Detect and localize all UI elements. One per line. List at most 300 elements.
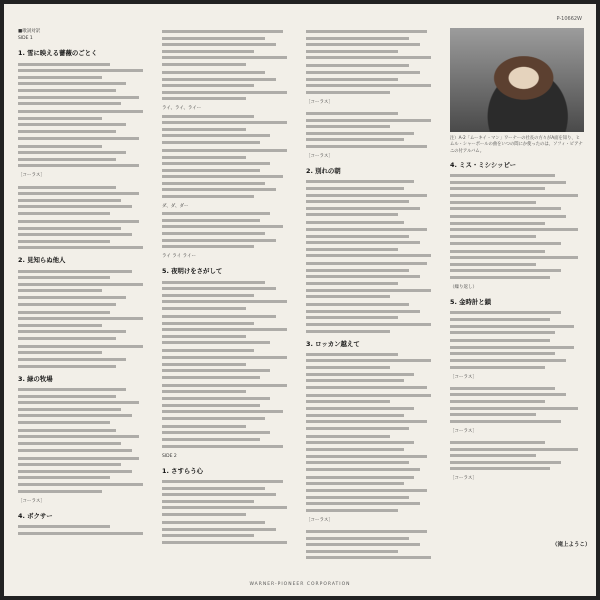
lyric-line bbox=[306, 275, 420, 278]
lyric-line bbox=[18, 435, 139, 438]
lyric-line bbox=[162, 328, 287, 331]
lyric-line bbox=[18, 164, 139, 167]
lyric-stanza bbox=[162, 149, 294, 198]
lyric-line bbox=[450, 269, 561, 272]
lyric-line bbox=[162, 134, 270, 137]
lyric-line bbox=[18, 276, 110, 279]
lyric-line bbox=[306, 550, 398, 553]
lyric-line bbox=[18, 311, 110, 314]
lyric-line bbox=[162, 369, 270, 372]
song-title: 1. さすらう心 bbox=[162, 466, 204, 475]
lyric-line bbox=[450, 181, 566, 184]
doc-code: P-10662W bbox=[556, 16, 582, 22]
lyric-line bbox=[162, 175, 283, 178]
lyric-line bbox=[306, 420, 427, 423]
lyric-line bbox=[18, 421, 110, 424]
lyric-line bbox=[162, 43, 276, 46]
lyric-stanza bbox=[18, 110, 150, 139]
lyric-line bbox=[162, 84, 254, 87]
lyric-line bbox=[162, 397, 270, 400]
lyric-line bbox=[162, 384, 287, 387]
lyric-line bbox=[162, 169, 260, 172]
lyric-stanza bbox=[18, 457, 150, 493]
lyric-stanza bbox=[18, 220, 150, 249]
lyric-line bbox=[450, 339, 550, 342]
lyric-line bbox=[306, 138, 404, 141]
chorus-marker: ［コーラス］ bbox=[450, 476, 477, 482]
lyric-stanza bbox=[162, 384, 294, 420]
lyric-line bbox=[162, 404, 260, 407]
lyric-line bbox=[306, 330, 390, 333]
lyric-line bbox=[306, 476, 414, 479]
lyric-stanza bbox=[306, 353, 438, 389]
chorus-marker: ［コーラス］ bbox=[18, 173, 45, 179]
lyric-line bbox=[18, 270, 132, 273]
lyric-line bbox=[306, 316, 398, 319]
lyric-line bbox=[450, 420, 561, 423]
lyrics-column-4 bbox=[450, 154, 585, 572]
lyric-stanza bbox=[18, 63, 150, 106]
lyric-line bbox=[162, 445, 283, 448]
lyric-line bbox=[18, 82, 126, 85]
lyric-line bbox=[18, 457, 139, 460]
lyric-line bbox=[450, 311, 561, 314]
lyric-line bbox=[18, 324, 102, 327]
lyric-stanza bbox=[306, 394, 438, 430]
lyric-stanza bbox=[450, 174, 585, 210]
song-title: 3. ロッカン越えて bbox=[306, 339, 360, 348]
lyric-line bbox=[18, 490, 102, 493]
lyric-line bbox=[18, 470, 132, 473]
lyric-line bbox=[18, 401, 139, 404]
lyric-line bbox=[306, 303, 409, 306]
lyric-line bbox=[18, 330, 126, 333]
lyric-line bbox=[306, 248, 398, 251]
lyric-line bbox=[450, 318, 550, 321]
lyric-line bbox=[18, 117, 102, 120]
lyric-line bbox=[162, 232, 265, 235]
lyric-line bbox=[18, 137, 139, 140]
photo-caption: 注）A-2「ムーキイ・マン」ワーナーの社長の方々がA面を知り、ヒムル・シャーポールの曲をいつの間にか使ったのは、ソフィ・ピアナニの付アルバム。 bbox=[450, 136, 583, 154]
lyric-line bbox=[18, 220, 139, 223]
section-label: ダ、ダ、ダー bbox=[162, 204, 189, 210]
lyric-line bbox=[18, 246, 143, 249]
lyric-stanza bbox=[306, 64, 438, 93]
lyric-line bbox=[306, 84, 431, 87]
lyric-line bbox=[306, 112, 398, 115]
lyric-line bbox=[306, 323, 431, 326]
lyric-line bbox=[306, 37, 409, 40]
lyric-line bbox=[306, 241, 420, 244]
lyric-line bbox=[162, 541, 287, 544]
lyric-line bbox=[306, 289, 431, 292]
lyric-stanza bbox=[162, 480, 294, 516]
lyric-line bbox=[18, 408, 121, 411]
lyric-line bbox=[450, 235, 536, 238]
lyric-line bbox=[306, 221, 404, 224]
lyric-line bbox=[18, 205, 132, 208]
lyric-line bbox=[18, 463, 121, 466]
lyric-stanza bbox=[450, 441, 585, 470]
lyric-line bbox=[450, 325, 574, 328]
lyric-line bbox=[450, 346, 574, 349]
lyric-stanza bbox=[162, 425, 294, 448]
chorus-marker: ［コーラス］ bbox=[306, 153, 333, 159]
lyric-stanza bbox=[306, 262, 438, 298]
lyric-line bbox=[162, 56, 287, 59]
lyric-line bbox=[306, 71, 420, 74]
lyric-line bbox=[450, 215, 566, 218]
lyric-stanza bbox=[162, 115, 294, 144]
lyric-line bbox=[162, 239, 276, 242]
lyric-line bbox=[450, 276, 550, 279]
lyric-line bbox=[18, 296, 126, 299]
lyric-line bbox=[306, 373, 414, 376]
lyric-line bbox=[18, 283, 143, 286]
lyric-line bbox=[18, 483, 143, 486]
lyric-stanza bbox=[450, 250, 585, 279]
lyric-line bbox=[306, 359, 431, 362]
chorus-marker: ［コーラス］ bbox=[450, 428, 477, 434]
lyric-line bbox=[18, 212, 110, 215]
lyric-line bbox=[450, 454, 536, 457]
lyric-line bbox=[306, 427, 409, 430]
lyric-line bbox=[18, 158, 116, 161]
lyric-line bbox=[162, 363, 246, 366]
lyric-stanza bbox=[306, 180, 438, 216]
lyric-line bbox=[18, 96, 139, 99]
lyric-stanza bbox=[18, 429, 150, 452]
lyric-stanza bbox=[306, 476, 438, 512]
lyric-stanza bbox=[306, 221, 438, 257]
lyric-line bbox=[18, 130, 116, 133]
lyric-line bbox=[18, 76, 102, 79]
lyric-line bbox=[450, 187, 545, 190]
lyric-line bbox=[306, 207, 420, 210]
song-title: 2. 見知らぬ他人 bbox=[18, 256, 66, 265]
song-title: 5. 金時計と鎖 bbox=[450, 298, 492, 307]
lyric-line bbox=[450, 441, 545, 444]
lyric-line bbox=[162, 128, 246, 131]
section-label: （繰り返し） bbox=[450, 284, 477, 290]
lyric-line bbox=[306, 489, 427, 492]
lyric-line bbox=[450, 331, 555, 334]
lyric-line bbox=[18, 337, 116, 340]
lyric-line bbox=[18, 69, 143, 72]
lyric-line bbox=[162, 294, 254, 297]
lyric-line bbox=[18, 345, 143, 348]
lyric-line bbox=[306, 254, 431, 257]
song-title: 2. 別れの朝 bbox=[306, 167, 341, 176]
lyric-stanza bbox=[162, 349, 294, 378]
lyric-line bbox=[450, 400, 545, 403]
lyric-line bbox=[162, 212, 270, 215]
lyrics-column-2 bbox=[162, 28, 294, 572]
lyric-line bbox=[306, 414, 404, 417]
lyric-line bbox=[306, 441, 414, 444]
section-label: ■歌詞対訳 bbox=[18, 29, 41, 34]
lyric-line bbox=[162, 410, 283, 413]
lyric-stanza bbox=[162, 71, 294, 100]
lyric-line bbox=[306, 228, 427, 231]
chorus-marker: ［コーラス］ bbox=[450, 374, 477, 380]
lyric-line bbox=[18, 151, 126, 154]
lyric-line bbox=[162, 91, 287, 94]
lyric-line bbox=[18, 317, 143, 320]
lyric-line bbox=[18, 102, 121, 105]
lyric-line bbox=[162, 30, 283, 33]
lyric-line bbox=[162, 390, 246, 393]
lyric-stanza bbox=[306, 303, 438, 332]
lyric-stanza bbox=[450, 387, 585, 423]
lyric-stanza bbox=[450, 215, 585, 244]
lyric-line bbox=[162, 431, 270, 434]
lyric-stanza bbox=[162, 212, 294, 248]
lyric-stanza bbox=[162, 30, 294, 66]
lyrics-sheet bbox=[4, 4, 596, 596]
lyric-stanza bbox=[18, 145, 150, 168]
lyric-line bbox=[162, 487, 265, 490]
lyric-stanza bbox=[162, 521, 294, 544]
lyric-line bbox=[306, 455, 427, 458]
lyric-line bbox=[306, 543, 420, 546]
lyric-line bbox=[18, 365, 116, 368]
lyric-line bbox=[18, 89, 116, 92]
lyric-line bbox=[18, 395, 116, 398]
lyric-line bbox=[306, 180, 414, 183]
lyric-line bbox=[306, 119, 431, 122]
section-label: ライ、ライ、ライー bbox=[162, 106, 202, 112]
lyric-line bbox=[306, 482, 404, 485]
lyric-line bbox=[306, 282, 398, 285]
lyric-line bbox=[162, 356, 287, 359]
lyric-line bbox=[18, 240, 110, 243]
song-title: 4. ボクサー bbox=[18, 511, 53, 520]
lyric-stanza bbox=[306, 30, 438, 59]
lyric-stanza bbox=[306, 435, 438, 471]
lyric-line bbox=[18, 233, 132, 236]
section-label: SIDE 2 bbox=[162, 453, 177, 459]
lyric-line bbox=[306, 200, 409, 203]
lyric-line bbox=[18, 289, 102, 292]
chorus-marker: ［コーラス］ bbox=[306, 517, 333, 523]
lyric-line bbox=[306, 194, 427, 197]
lyric-line bbox=[18, 123, 126, 126]
lyric-line bbox=[450, 393, 566, 396]
lyric-line bbox=[450, 201, 536, 204]
translator-credit: （滝上ようこ） bbox=[552, 542, 591, 548]
lyric-line bbox=[450, 352, 555, 355]
lyric-line bbox=[306, 187, 404, 190]
lyric-line bbox=[306, 30, 427, 33]
lyric-line bbox=[306, 50, 398, 53]
lyric-line bbox=[162, 63, 246, 66]
lyric-line bbox=[450, 242, 561, 245]
lyric-line bbox=[306, 386, 427, 389]
lyric-line bbox=[450, 194, 578, 197]
lyric-line bbox=[162, 349, 254, 352]
song-title: 5. 夜明けをさがして bbox=[162, 267, 223, 276]
lyric-stanza bbox=[450, 339, 585, 368]
lyric-stanza bbox=[18, 388, 150, 424]
lyric-line bbox=[18, 145, 102, 148]
lyric-line bbox=[18, 358, 126, 361]
lyric-line bbox=[162, 37, 265, 40]
lyric-line bbox=[306, 468, 420, 471]
song-title: 1. 雪に映える薔薇のごとく bbox=[18, 49, 98, 58]
lyric-line bbox=[306, 125, 390, 128]
lyric-line bbox=[162, 528, 276, 531]
lyric-line bbox=[306, 502, 420, 505]
lyric-line bbox=[162, 513, 246, 516]
lyric-line bbox=[18, 351, 102, 354]
lyric-line bbox=[18, 449, 132, 452]
chorus-marker: ［コーラス］ bbox=[18, 498, 45, 504]
lyric-line bbox=[18, 63, 110, 66]
lyric-line bbox=[162, 50, 254, 53]
lyric-line bbox=[450, 407, 578, 410]
lyric-line bbox=[306, 310, 420, 313]
lyric-line bbox=[306, 556, 431, 559]
lyric-stanza bbox=[18, 525, 150, 535]
lyric-line bbox=[306, 530, 427, 533]
lyric-line bbox=[162, 149, 287, 152]
lyric-line bbox=[162, 245, 254, 248]
lyric-stanza bbox=[18, 270, 150, 306]
lyric-line bbox=[450, 461, 561, 464]
lyric-line bbox=[306, 262, 427, 265]
lyric-line bbox=[162, 335, 246, 338]
lyric-line bbox=[162, 188, 276, 191]
lyrics-column-3 bbox=[306, 28, 438, 572]
lyric-line bbox=[450, 222, 545, 225]
lyric-line bbox=[306, 496, 409, 499]
lyric-line bbox=[306, 235, 409, 238]
lyric-line bbox=[306, 366, 390, 369]
song-title: 3. 緑の牧場 bbox=[18, 374, 53, 383]
lyric-stanza bbox=[18, 311, 150, 340]
lyric-line bbox=[162, 315, 276, 318]
lyric-line bbox=[162, 97, 246, 100]
lyric-line bbox=[162, 322, 254, 325]
lyric-line bbox=[306, 269, 409, 272]
lyric-line bbox=[18, 186, 116, 189]
lyric-line bbox=[306, 537, 409, 540]
section-label: SIDE 1 bbox=[18, 36, 33, 42]
lyric-line bbox=[306, 379, 404, 382]
lyric-line bbox=[162, 438, 260, 441]
lyric-line bbox=[450, 207, 561, 210]
lyric-line bbox=[162, 341, 270, 344]
lyric-line bbox=[306, 448, 404, 451]
lyric-line bbox=[18, 192, 139, 195]
lyric-line bbox=[162, 521, 265, 524]
lyric-line bbox=[18, 110, 143, 113]
lyric-line bbox=[162, 307, 246, 310]
lyrics-column-1 bbox=[18, 28, 150, 572]
lyric-line bbox=[18, 199, 121, 202]
lyric-line bbox=[162, 71, 265, 74]
lyric-stanza bbox=[18, 345, 150, 368]
lyric-line bbox=[306, 400, 390, 403]
lyric-line bbox=[306, 407, 414, 410]
lyric-line bbox=[18, 476, 110, 479]
lyric-line bbox=[162, 493, 276, 496]
lyric-stanza bbox=[162, 281, 294, 310]
lyric-line bbox=[450, 366, 545, 369]
lyric-line bbox=[162, 115, 254, 118]
lyric-stanza bbox=[306, 530, 438, 559]
chorus-marker: ［コーラス］ bbox=[306, 99, 333, 105]
lyric-line bbox=[450, 359, 566, 362]
song-title: 4. ミス・ミシシッピー bbox=[450, 161, 517, 169]
lyric-line bbox=[18, 442, 121, 445]
lyric-line bbox=[18, 303, 116, 306]
lyric-stanza bbox=[450, 311, 585, 334]
lyric-stanza bbox=[306, 112, 438, 148]
artist-photo bbox=[450, 28, 584, 132]
lyric-line bbox=[306, 509, 398, 512]
lyric-line bbox=[306, 43, 420, 46]
lyric-line bbox=[162, 141, 260, 144]
lyric-line bbox=[450, 413, 536, 416]
lyric-line bbox=[162, 500, 254, 503]
lyric-stanza bbox=[18, 186, 150, 215]
lyric-line bbox=[450, 467, 550, 470]
lyric-line bbox=[450, 250, 545, 253]
lyric-line bbox=[306, 353, 398, 356]
lyric-line bbox=[162, 78, 276, 81]
section-label: ライ ライ ライー bbox=[162, 254, 196, 260]
lyric-line bbox=[306, 145, 427, 148]
lyric-line bbox=[18, 414, 132, 417]
lyric-line bbox=[450, 448, 578, 451]
lyric-line bbox=[162, 195, 254, 198]
lyric-line bbox=[162, 121, 287, 124]
lyric-line bbox=[162, 281, 265, 284]
lyric-line bbox=[306, 461, 409, 464]
lyric-line bbox=[162, 506, 287, 509]
lyric-line bbox=[18, 532, 143, 535]
lyric-stanza bbox=[162, 315, 294, 344]
lyric-line bbox=[162, 225, 283, 228]
lyric-line bbox=[18, 227, 121, 230]
lyric-line bbox=[306, 295, 390, 298]
lyric-line bbox=[306, 213, 398, 216]
lyric-line bbox=[162, 287, 276, 290]
lyric-line bbox=[162, 182, 265, 185]
lyric-line bbox=[162, 417, 265, 420]
lyric-line bbox=[306, 64, 409, 67]
lyric-line bbox=[162, 219, 260, 222]
lyric-line bbox=[450, 174, 555, 177]
lyric-line bbox=[162, 425, 246, 428]
lyric-line bbox=[162, 376, 260, 379]
lyric-line bbox=[306, 394, 431, 397]
lyric-line bbox=[162, 480, 283, 483]
lyric-line bbox=[18, 525, 110, 528]
lyric-line bbox=[162, 300, 287, 303]
lyric-line bbox=[306, 56, 431, 59]
lyric-line bbox=[162, 534, 254, 537]
lyric-line bbox=[18, 388, 126, 391]
lyric-line bbox=[450, 256, 578, 259]
lyric-line bbox=[306, 132, 414, 135]
lyric-line bbox=[162, 162, 270, 165]
lyric-line bbox=[450, 387, 555, 390]
lyric-line bbox=[306, 91, 390, 94]
lyric-line bbox=[450, 263, 536, 266]
